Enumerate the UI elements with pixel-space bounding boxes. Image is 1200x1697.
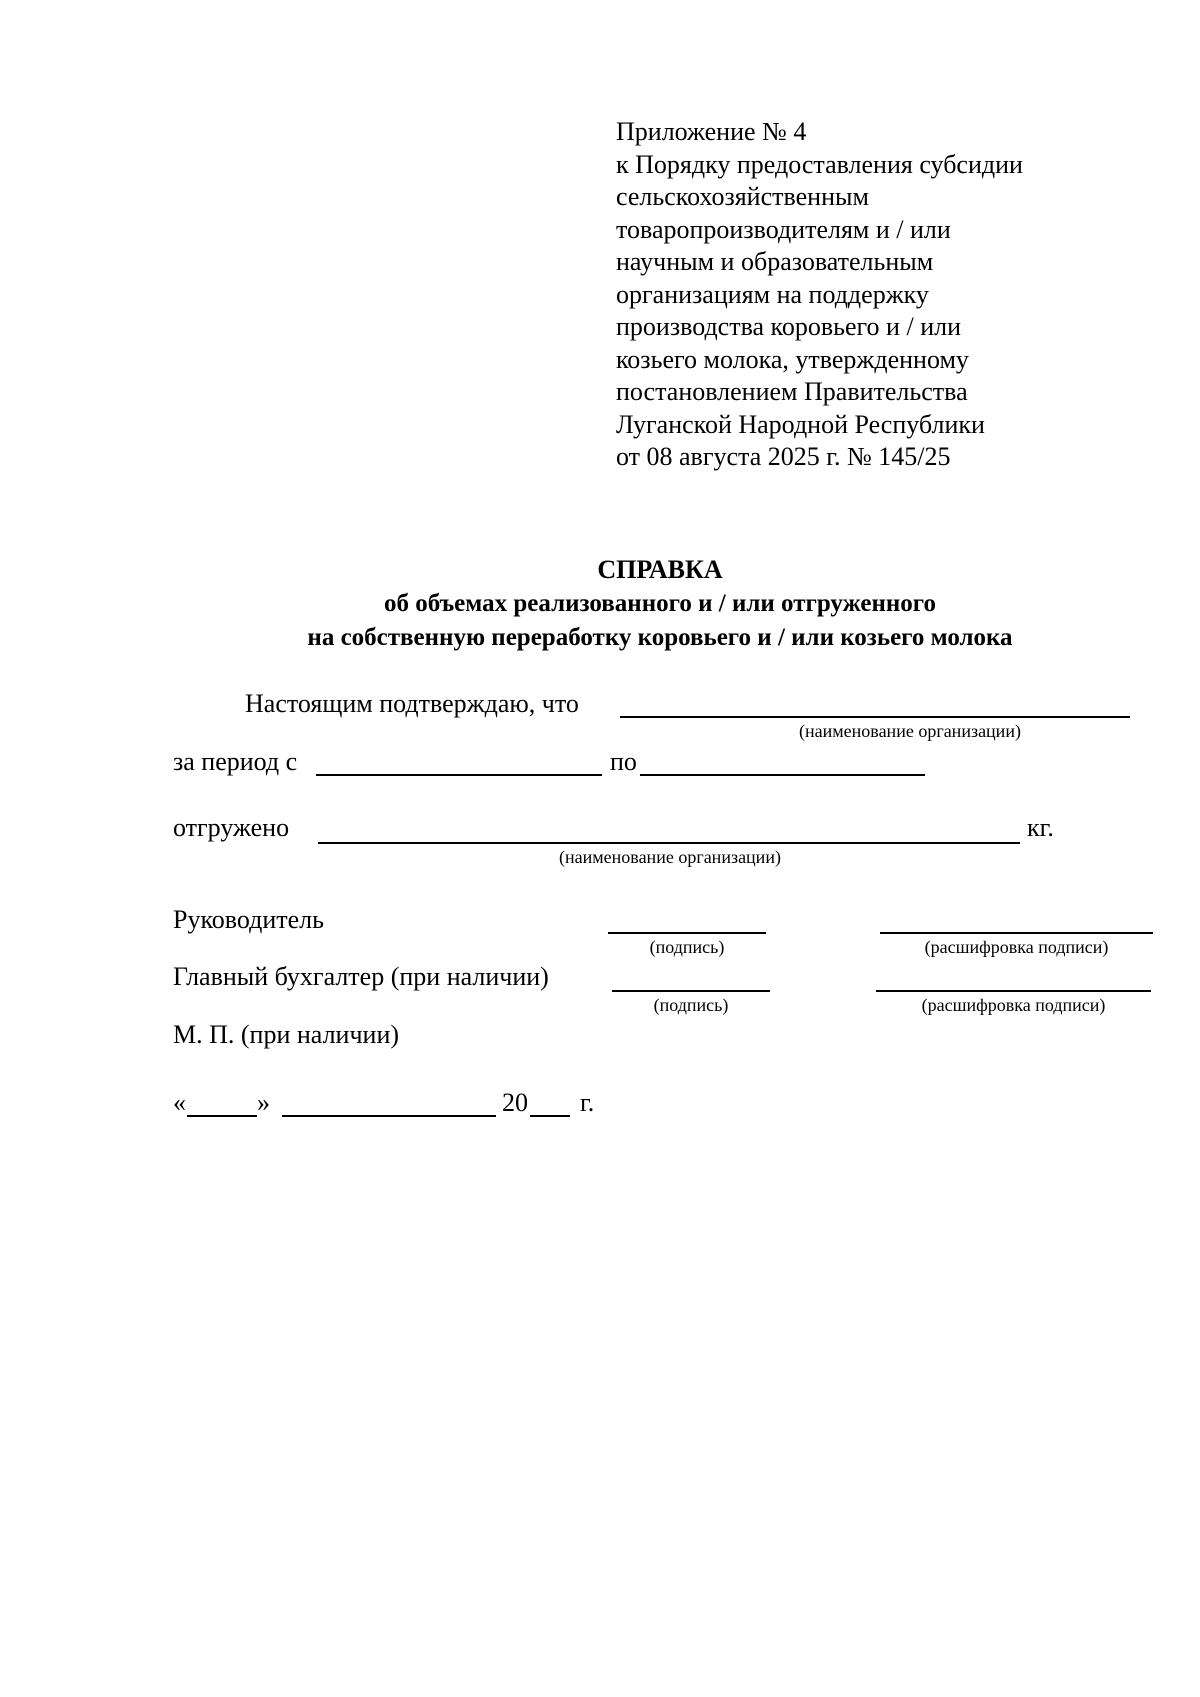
chief-accountant-signature-caption: (подпись) [653,995,729,1015]
head-signature-decode-field[interactable] [880,932,1153,934]
title-main: СПРАВКА [597,555,723,584]
date-close-quote: » [257,1088,270,1117]
appendix-line: производства коровьего и / или [616,312,961,341]
date-year-field[interactable] [530,1115,570,1117]
confirm-label: Настоящим подтверждаю, что [245,689,579,718]
chief-accountant-label: Главный бухгалтер (при наличии) [173,962,549,991]
date-day-field[interactable] [187,1115,257,1117]
organization-name-field[interactable] [620,716,1130,718]
appendix-line: товаропроизводителям и / или [616,214,951,244]
period-to-field[interactable] [640,774,925,776]
head-signature-decode-caption: (расшифровка подписи) [924,937,1109,957]
appendix-line: Луганской Народной Республики [616,409,985,439]
appendix-header [616,116,1086,474]
date-month-field[interactable] [282,1115,496,1117]
date-open-quote: « [173,1088,186,1117]
period-to-label: по [610,747,637,776]
document-title [0,553,1200,655]
appendix-line: от 08 августа 2025 г. № 145/25 [616,442,951,471]
head-signature-field[interactable] [608,932,766,934]
period-from-field[interactable] [316,774,602,776]
shipped-field[interactable] [318,842,1020,844]
stamp-label: М. П. (при наличии) [173,1020,400,1049]
date-year-prefix: 20 [502,1088,528,1117]
appendix-line: организациям на поддержку [616,279,929,309]
appendix-line: сельскохозяйственным [616,182,869,211]
title-line-2: об объемах реализованного и / или отгруженного [383,590,937,617]
appendix-line: научным и образовательным [616,247,934,276]
organization-name-caption: (наименование организации) [799,721,1021,741]
appendix-line: к Порядку предоставления субсидии [616,149,1023,179]
date-year-suffix: г. [580,1088,595,1117]
shipped-organization-caption: (наименование организации) [559,847,781,867]
chief-accountant-signature-decode-field[interactable] [876,990,1151,992]
chief-accountant-signature-decode-caption: (расшифровка подписи) [921,995,1106,1015]
head-signature-caption: (подпись) [649,937,725,957]
appendix-line: Приложение № 4 [616,117,807,146]
kg-unit: кг. [1027,813,1054,842]
chief-accountant-signature-field[interactable] [612,990,770,992]
title-line-3: на собственную переработку коровьего и / или козьего молока [307,624,1013,651]
appendix-line: постановлением Правительства [616,377,968,406]
appendix-line: козьего молока, утвержденному [616,344,969,374]
shipped-label: отгружено [173,813,290,842]
period-from-label: за период с [173,747,298,776]
head-label: Руководитель [173,905,324,934]
